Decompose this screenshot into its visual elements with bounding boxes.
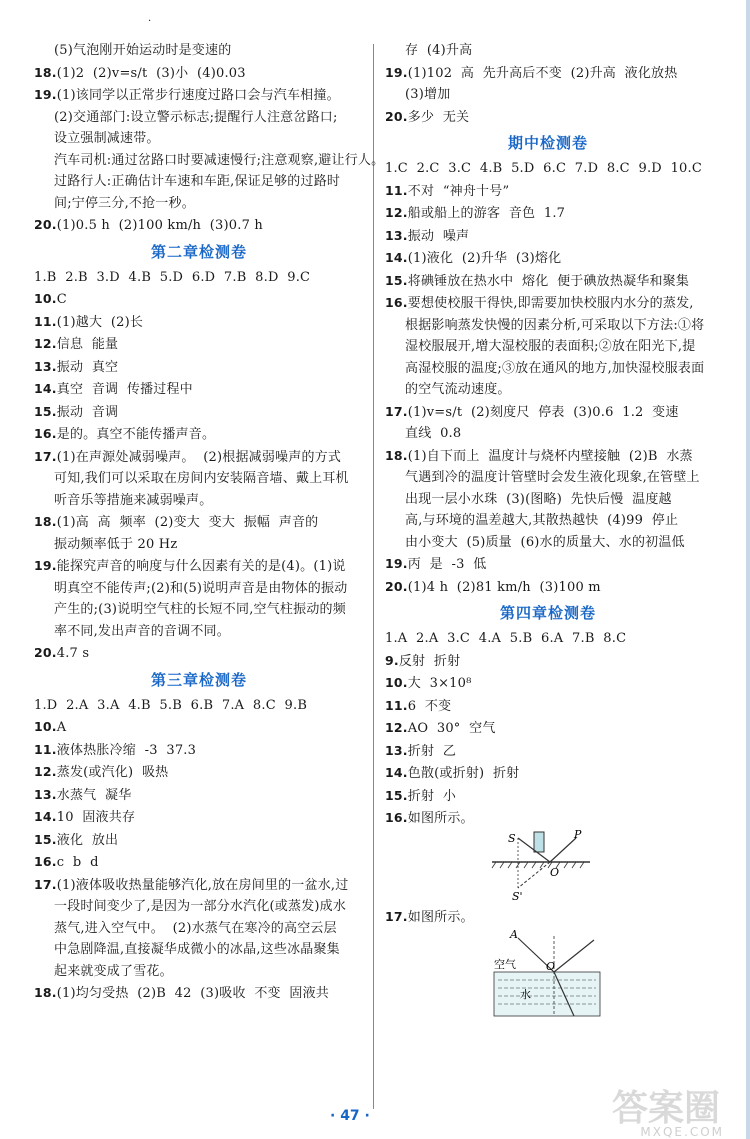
column-divider bbox=[373, 44, 374, 1109]
answer-line bbox=[34, 784, 364, 807]
answer-line bbox=[34, 423, 364, 446]
question-number: 18. bbox=[34, 64, 57, 80]
answer-line bbox=[34, 446, 364, 469]
answer-text: 4.7 s bbox=[56, 646, 90, 661]
answer-text: 过路行人:正确估计车速和车距,保证足够的过路时 bbox=[54, 174, 341, 189]
answer-line bbox=[34, 716, 364, 739]
question-number: 19. bbox=[34, 87, 57, 102]
answer-line bbox=[34, 918, 364, 940]
answer-line bbox=[34, 739, 364, 762]
answer-text: 将碘锤放在热水中 熔化 便于碘放热凝华和聚集 bbox=[407, 273, 690, 289]
answer-line bbox=[385, 762, 711, 785]
question-number: 16. bbox=[34, 426, 57, 441]
answer-line bbox=[34, 311, 364, 334]
answer-text: 如图所示。 bbox=[407, 811, 474, 826]
answer-line bbox=[385, 532, 711, 554]
answer-line bbox=[34, 642, 364, 665]
answer-line bbox=[385, 553, 711, 576]
answer-text: 1.D 2.A 3.A 4.B 5.B 6.B 7.A 8.C 9.B bbox=[34, 697, 308, 713]
top-mark: · bbox=[148, 16, 152, 27]
answer-text: 可知,我们可以采取在房间内安装隔音墙、戴上耳机 bbox=[54, 471, 349, 486]
answer-line bbox=[385, 225, 711, 248]
answer-text: 产生的;(3)说明空气柱的长短不同,空气柱振动的频 bbox=[54, 602, 346, 617]
answer-text: 振动 噪声 bbox=[407, 228, 470, 244]
question-number: 14. bbox=[385, 250, 408, 265]
answer-line bbox=[34, 534, 364, 556]
answer-text: 液化 放出 bbox=[56, 832, 119, 848]
answer-text: 一段时间变少了,是因为一部分水汽化(或蒸发)成水 bbox=[54, 899, 347, 914]
answer-text: (1)在声源处减弱噪声。 (2)根据减弱噪声的方式 bbox=[56, 449, 342, 465]
section-heading: 第二章检测卷 bbox=[150, 242, 247, 261]
answer-text: (3)增加 bbox=[405, 87, 451, 102]
answer-line bbox=[385, 106, 711, 129]
answer-line bbox=[385, 445, 711, 468]
answer-text: 船或船上的游客 音色 1.7 bbox=[407, 206, 566, 221]
answer-line bbox=[34, 511, 364, 534]
label-s: S bbox=[508, 831, 516, 845]
answer-text: 明真空不能传声;(2)和(5)说明声音是由物体的振动 bbox=[54, 580, 348, 596]
answer-text: 高湿校服的温度;③放在通风的地方,加快湿校服表面 bbox=[405, 360, 705, 376]
question-number: 17. bbox=[385, 403, 408, 419]
label-s-prime: S' bbox=[512, 889, 523, 903]
label-water: 水 bbox=[520, 988, 531, 1001]
answer-line bbox=[385, 785, 711, 808]
answer-text: 振动 真空 bbox=[56, 359, 119, 375]
answer-text: (2)交通部门:设立警示标志;提醒行人注意岔路口; bbox=[54, 109, 338, 125]
watermark-logo: 答案圈 bbox=[611, 1088, 720, 1129]
answer-text: (1)液化 (2)升华 (3)熔化 bbox=[407, 251, 562, 266]
question-number: 18. bbox=[34, 514, 57, 529]
answer-text: 水蒸气 凝华 bbox=[56, 787, 132, 803]
answer-text: 6 不变 bbox=[407, 698, 452, 714]
answer-line bbox=[385, 510, 711, 532]
question-number: 12. bbox=[385, 720, 408, 735]
answer-line bbox=[34, 468, 364, 490]
answer-line bbox=[385, 40, 711, 62]
answer-line bbox=[34, 333, 364, 356]
answer-text: 间;宁停三分,不抢一秒。 bbox=[54, 195, 195, 211]
answer-line bbox=[385, 423, 711, 445]
answer-line bbox=[385, 315, 711, 337]
question-number: 17. bbox=[34, 448, 57, 464]
answer-line bbox=[385, 84, 711, 106]
answer-text: 振动频率低于 20 Hz bbox=[54, 536, 178, 552]
answer-text: 设立强制减速带。 bbox=[54, 131, 160, 146]
left-column bbox=[34, 40, 385, 1005]
question-number: 20. bbox=[385, 578, 408, 594]
label-p: P bbox=[574, 829, 582, 841]
answer-line bbox=[34, 982, 364, 1005]
answer-text: 10 固液共存 bbox=[56, 810, 136, 825]
answer-text: 中急剧降温,直接凝华成微小的冰晶,这些冰晶聚集 bbox=[54, 942, 340, 957]
answer-text: 信息 能量 bbox=[56, 337, 119, 352]
question-number: 16. bbox=[385, 295, 408, 310]
answer-line bbox=[385, 740, 711, 763]
answer-text: 是的。真空不能传播声音。 bbox=[56, 427, 216, 442]
question-number: 20. bbox=[385, 108, 408, 124]
page-number: · 47 · bbox=[330, 1108, 370, 1124]
answer-line bbox=[385, 180, 711, 203]
answer-text: 直线 0.8 bbox=[405, 426, 462, 441]
question-number: 10. bbox=[34, 291, 57, 306]
answer-line bbox=[385, 695, 711, 718]
answer-text: (1)4 h (2)81 km/h (3)100 m bbox=[407, 579, 601, 595]
label-o: O bbox=[550, 865, 560, 879]
answer-line bbox=[34, 578, 364, 600]
answer-text: (1)0.5 h (2)100 km/h (3)0.7 h bbox=[56, 218, 263, 233]
answer-line bbox=[34, 62, 364, 85]
answer-text: 由小变大 (5)质量 (6)水的质量大、水的初温低 bbox=[405, 534, 685, 550]
answer-text: 起来就变成了雪花。 bbox=[54, 963, 173, 979]
question-number: 17. bbox=[34, 876, 57, 892]
question-number: 15. bbox=[34, 831, 57, 847]
question-number: 17. bbox=[385, 908, 408, 924]
right-column bbox=[385, 40, 711, 1022]
answer-line bbox=[34, 806, 364, 829]
answer-line bbox=[34, 829, 364, 852]
answer-line bbox=[34, 555, 364, 578]
answer-text: 反射 折射 bbox=[398, 653, 461, 669]
question-number: 11. bbox=[34, 741, 57, 757]
question-number: 19. bbox=[385, 64, 408, 80]
question-number: 10. bbox=[385, 675, 408, 690]
question-number: 11. bbox=[385, 182, 408, 198]
answer-line bbox=[34, 128, 364, 150]
answer-text: C bbox=[56, 292, 67, 307]
answer-text: 1.C 2.C 3.C 4.B 5.D 6.C 7.D 8.C 9.D 10.C bbox=[385, 161, 702, 176]
question-number: 14. bbox=[34, 381, 57, 396]
answer-text: 气遇到冷的温度计管壁时会发生液化现象,在管壁上 bbox=[405, 470, 700, 485]
answer-text: 折射 小 bbox=[407, 788, 457, 804]
answer-text: (1)该同学以正常步行速度过路口会与汽车相撞。 bbox=[56, 88, 340, 103]
answer-text: 折射 乙 bbox=[407, 743, 457, 759]
answer-text: (1)液体吸收热量能够汽化,放在房间里的一盆水,过 bbox=[56, 877, 349, 893]
answer-text: 蒸发(或汽化) 吸热 bbox=[56, 765, 169, 780]
answer-text: (1)v=s/t (2)刻度尺 停表 (3)0.6 1.2 变速 bbox=[407, 404, 679, 420]
answer-line bbox=[385, 62, 711, 85]
answer-line bbox=[34, 621, 364, 643]
answer-line bbox=[385, 336, 711, 358]
answer-text: (1)2 (2)v=s/t (3)小 (4)0.03 bbox=[56, 65, 246, 81]
answer-text: 色散(或折射) 折射 bbox=[407, 766, 520, 781]
answer-text: 能探究声音的响度与什么因素有关的是(4)。(1)说 bbox=[56, 559, 346, 574]
question-number: 12. bbox=[34, 336, 57, 351]
choice-answers-line bbox=[34, 267, 364, 289]
answer-text: 听音乐等措施来减弱噪声。 bbox=[54, 492, 213, 508]
question-number: 13. bbox=[385, 227, 408, 243]
question-number: 20. bbox=[34, 217, 57, 232]
question-number: 13. bbox=[34, 358, 57, 374]
section-heading: 第三章检测卷 bbox=[150, 670, 247, 689]
answer-text: 大 3×10⁸ bbox=[407, 676, 472, 691]
label-air: 空气 bbox=[494, 958, 516, 971]
label-o: O bbox=[546, 960, 556, 973]
answer-text: 不对 “神舟十号” bbox=[407, 183, 510, 199]
question-number: 14. bbox=[34, 809, 57, 824]
answer-line bbox=[34, 939, 364, 961]
answer-text: 丙 是 -3 低 bbox=[407, 557, 487, 572]
answer-line bbox=[34, 401, 364, 424]
answer-text: 振动 音调 bbox=[56, 404, 119, 420]
answer-line bbox=[34, 874, 364, 897]
question-number: 11. bbox=[34, 313, 57, 329]
answer-line bbox=[34, 851, 364, 874]
answer-text: 的空气流动速度。 bbox=[405, 382, 511, 397]
question-number: 12. bbox=[385, 205, 408, 220]
answer-text: 液体热胀冷缩 -3 37.3 bbox=[56, 742, 197, 758]
question-number: 18. bbox=[385, 447, 408, 463]
refraction-figure bbox=[490, 928, 610, 1022]
question-number: 14. bbox=[385, 765, 408, 780]
answer-line bbox=[385, 807, 711, 830]
question-number: 16. bbox=[34, 854, 57, 869]
answer-line bbox=[385, 489, 711, 511]
answer-text: 1.B 2.B 3.D 4.B 5.D 6.D 7.B 8.D 9.C bbox=[34, 269, 311, 285]
answer-line bbox=[385, 401, 711, 424]
answer-text: 根据影响蒸发快慢的因素分析,可采取以下方法:①将 bbox=[405, 317, 705, 333]
answer-line bbox=[385, 292, 711, 315]
answer-line bbox=[34, 150, 385, 172]
answer-line bbox=[34, 214, 364, 237]
watermark-url: MXQE.COM bbox=[640, 1125, 724, 1139]
answer-text: 1.A 2.A 3.C 4.A 5.B 6.A 7.B 8.C bbox=[385, 631, 627, 646]
answer-line bbox=[34, 961, 364, 983]
question-number: 15. bbox=[34, 403, 57, 419]
answer-text: (1)均匀受热 (2)B 42 (3)吸收 不变 固液共 bbox=[56, 986, 330, 1001]
answer-text: (1)越大 (2)长 bbox=[56, 314, 144, 330]
question-number: 16. bbox=[385, 810, 408, 825]
answer-line bbox=[385, 270, 711, 293]
choice-answers-line bbox=[385, 158, 711, 180]
choice-answers-line bbox=[34, 695, 364, 717]
answer-line bbox=[385, 379, 711, 401]
answer-line bbox=[34, 40, 364, 62]
answer-text: 存 (4)升高 bbox=[405, 43, 473, 58]
question-number: 11. bbox=[385, 697, 408, 713]
answer-line bbox=[34, 288, 364, 311]
answer-text: 真空 音调 传播过程中 bbox=[56, 382, 193, 397]
answer-text: 如图所示。 bbox=[407, 909, 474, 925]
section-heading: 期中检测卷 bbox=[507, 134, 588, 152]
answer-text: 蒸气,进入空气中。 (2)水蒸气在寒冷的高空云层 bbox=[54, 920, 337, 936]
question-number: 19. bbox=[34, 558, 57, 573]
answer-text: (1)102 高 先升高后不变 (2)升高 液化放热 bbox=[407, 65, 678, 81]
answer-line bbox=[34, 193, 364, 215]
answer-line bbox=[385, 717, 711, 740]
answer-line bbox=[34, 84, 364, 107]
answer-text: 高,与环境的温差越大,其散热越快 (4)99 停止 bbox=[405, 513, 679, 528]
answer-text: c b d bbox=[56, 855, 99, 870]
question-number: 19. bbox=[385, 556, 408, 571]
answer-line bbox=[34, 171, 364, 193]
question-number: 10. bbox=[34, 719, 57, 734]
choice-answers-line bbox=[385, 628, 711, 650]
answer-line bbox=[385, 906, 711, 929]
question-number: 18. bbox=[34, 985, 57, 1000]
section-heading: 第四章检测卷 bbox=[499, 604, 596, 622]
answer-text: 湿校服展开,增大湿校服的表面积;②放在阳光下,提 bbox=[405, 339, 696, 354]
answer-line bbox=[385, 672, 711, 695]
page-edge-strip bbox=[746, 0, 750, 1139]
answer-line bbox=[34, 599, 364, 621]
answer-line bbox=[385, 202, 711, 225]
answer-text: 多少 无关 bbox=[407, 109, 470, 125]
question-number: 20. bbox=[34, 645, 57, 660]
answer-line bbox=[34, 490, 364, 512]
answer-line bbox=[34, 896, 364, 918]
answer-line bbox=[385, 467, 711, 489]
question-number: 12. bbox=[34, 764, 57, 779]
answer-text: 率不同,发出声音的音调不同。 bbox=[54, 623, 230, 639]
answer-line bbox=[385, 247, 711, 270]
answer-line bbox=[385, 650, 711, 673]
label-a: A bbox=[510, 928, 518, 941]
answer-text: (1)自下而上 温度计与烧杯内壁接触 (2)B 水蒸 bbox=[407, 448, 693, 464]
plane-mirror-figure bbox=[490, 830, 610, 906]
answer-text: 出现一层小水珠 (3)(图略) 先快后慢 温度越 bbox=[405, 491, 672, 507]
answer-text: (5)气泡刚开始运动时是变速的 bbox=[54, 43, 232, 58]
question-number: 13. bbox=[34, 786, 57, 802]
answer-line bbox=[385, 576, 711, 599]
answer-text: 汽车司机:通过岔路口时要减速慢行;注意观察,避让行人。 bbox=[54, 152, 385, 168]
answer-line bbox=[34, 107, 364, 129]
answer-line bbox=[34, 356, 364, 379]
answer-text: A bbox=[56, 720, 67, 735]
answer-line bbox=[385, 358, 711, 380]
answer-line bbox=[34, 378, 364, 401]
answer-text: (1)高 高 频率 (2)变大 变大 振幅 声音的 bbox=[56, 515, 319, 530]
answer-line bbox=[34, 761, 364, 784]
answer-text: AO 30° 空气 bbox=[407, 721, 496, 736]
answer-text: 要想使校服干得快,即需要加快校服内水分的蒸发, bbox=[407, 296, 694, 311]
question-number: 15. bbox=[385, 272, 408, 288]
question-number: 9. bbox=[385, 652, 399, 668]
question-number: 15. bbox=[385, 787, 408, 803]
question-number: 13. bbox=[385, 742, 408, 758]
